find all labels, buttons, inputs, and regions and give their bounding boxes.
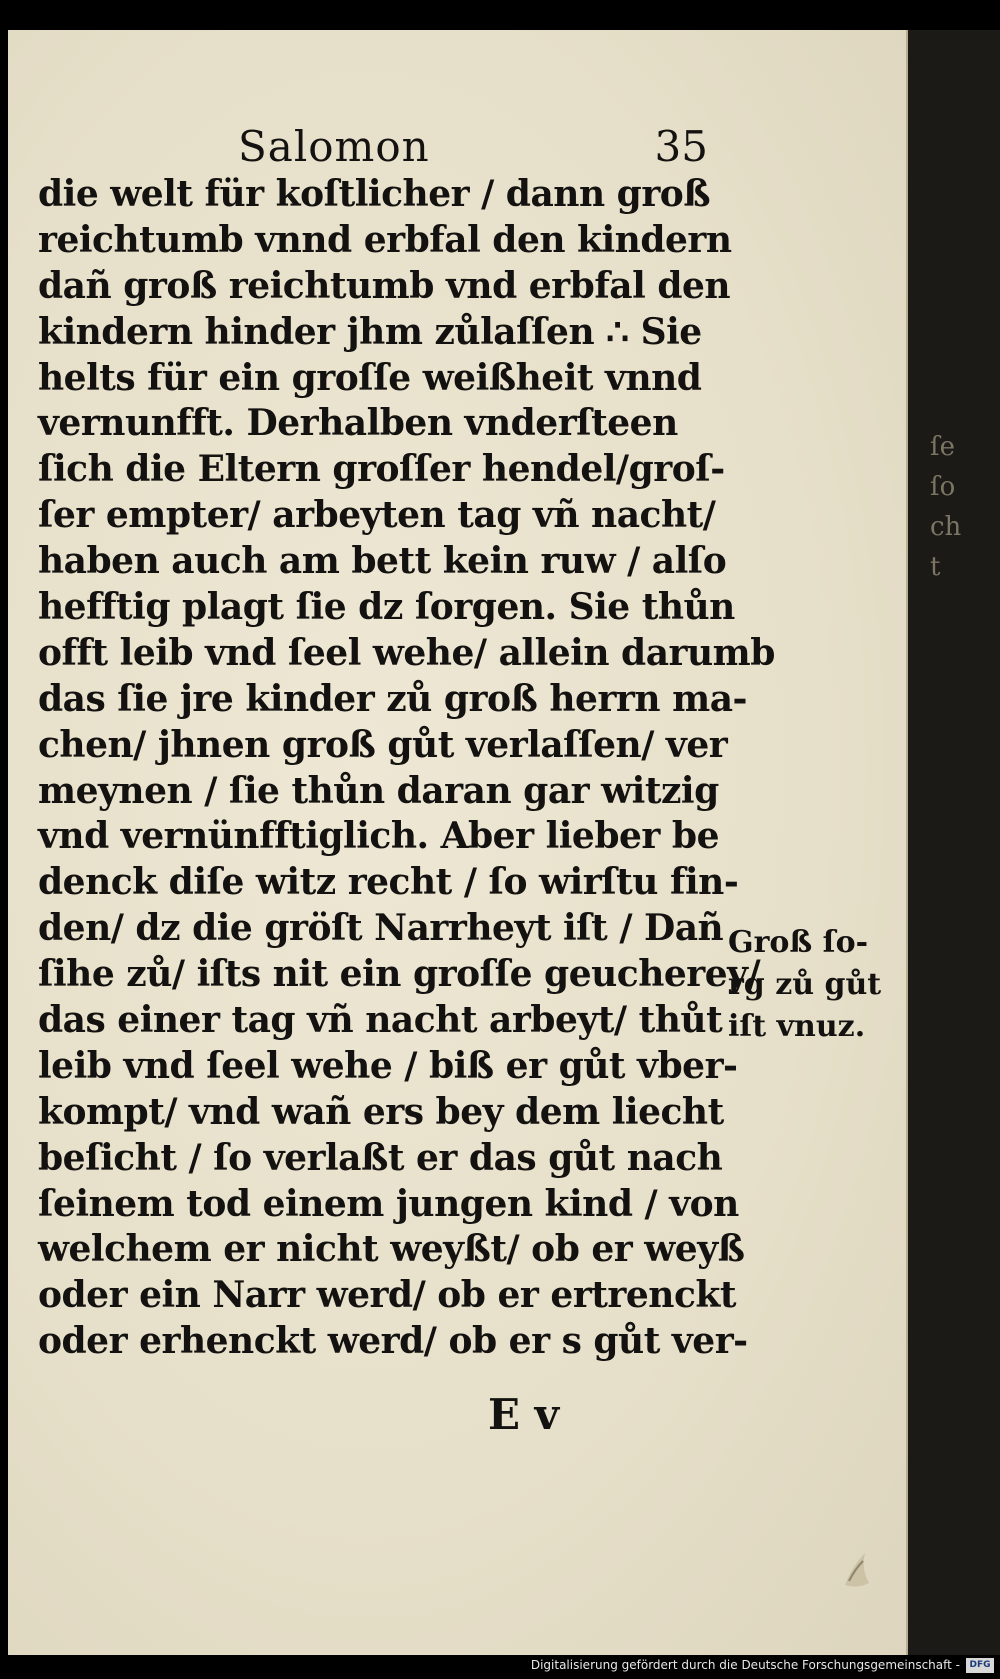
text-line: das einer tag vñ nacht arbeyt/ thůt bbox=[38, 999, 723, 1042]
text-line: denck diſe witz recht / ſo wirſtu fin- bbox=[38, 861, 739, 904]
dfg-logo: DFG bbox=[966, 1658, 994, 1673]
text-line: dañ groß reichtumb vnd erbfal den bbox=[38, 264, 731, 307]
text-line: vnd vernünfftiglich. Aber lieber be bbox=[38, 815, 719, 858]
text-line: oder ein Narr werd/ ob er ertrenckt bbox=[38, 1274, 736, 1317]
text-line: beſicht / ſo verlaßt er das gůt nach bbox=[38, 1136, 723, 1179]
text-line: hefftig plagt ſie dz ſorgen. Sie thůn bbox=[38, 586, 735, 629]
text-line: ſihe zů/ iſts nit ein groſſe geucherey/ bbox=[38, 953, 761, 996]
footer-bar bbox=[0, 1655, 1000, 1679]
text-line: helts für ein groſſe weißheit vnnd bbox=[38, 356, 702, 399]
text-line: kompt/ vnd wañ ers bey dem liecht bbox=[38, 1090, 724, 1133]
signature-mark: E v bbox=[488, 1390, 560, 1439]
marginal-note-line: Groß ſo- bbox=[728, 925, 869, 960]
text-line: vernunfft. Derhalben vnderſteen bbox=[38, 402, 678, 445]
running-head-title: Salomon bbox=[238, 122, 430, 171]
text-line: meynen / ſie thůn daran gar witzig bbox=[38, 769, 719, 812]
text-line: ſer empter/ arbeyten tag vñ nacht/ bbox=[38, 494, 716, 537]
facing-page-edge bbox=[906, 30, 1000, 1655]
text-line: ſeinem tod einem jungen kind / von bbox=[38, 1182, 739, 1225]
text-line: welchem er nicht weyßt/ ob er weyß bbox=[38, 1228, 745, 1271]
text-line: reichtumb vnnd erbfal den kindern bbox=[38, 218, 732, 261]
text-line: den/ dz die gröſt Narrheyt iſt / Dañ bbox=[38, 907, 724, 950]
marginal-note-line: iſt vnuz. bbox=[728, 1009, 866, 1044]
page-number: 35 bbox=[654, 122, 708, 171]
page-corner-stain bbox=[835, 1545, 875, 1595]
text-line: chen/ jhnen groß gůt verlaſſen/ ver bbox=[38, 723, 728, 766]
facing-fragment: ch bbox=[930, 512, 962, 542]
text-line: kindern hinder jhm zůlaſſen ∴ Sie bbox=[38, 310, 702, 353]
body-text bbox=[38, 172, 775, 1365]
facing-fragment: ſo bbox=[930, 472, 956, 502]
text-line: das ſie jre kinder zů groß herrn ma- bbox=[38, 677, 747, 720]
funding-credit: Digitalisierung gefördert durch die Deutsche Forschungsgemeinschaft - bbox=[530, 1658, 960, 1672]
text-line: offt leib vnd ſeel wehe/ allein darumb bbox=[38, 631, 775, 674]
marginal-note-line: rg zů gůt bbox=[728, 967, 882, 1002]
facing-fragment: ſe bbox=[930, 432, 956, 462]
text-line: leib vnd ſeel wehe / biß er gůt vber- bbox=[38, 1044, 738, 1087]
facing-fragment: t bbox=[930, 552, 941, 582]
text-line: die welt für koſtlicher / dann groß bbox=[38, 173, 711, 215]
running-head bbox=[238, 122, 708, 170]
text-line: ſich die Eltern groſſer hendel/groſ- bbox=[38, 448, 725, 491]
marginal-note bbox=[728, 922, 882, 1048]
text-line: oder erhenckt werd/ ob er s gůt ver- bbox=[38, 1320, 748, 1363]
text-line: haben auch am bett kein ruw / alſo bbox=[38, 540, 727, 583]
